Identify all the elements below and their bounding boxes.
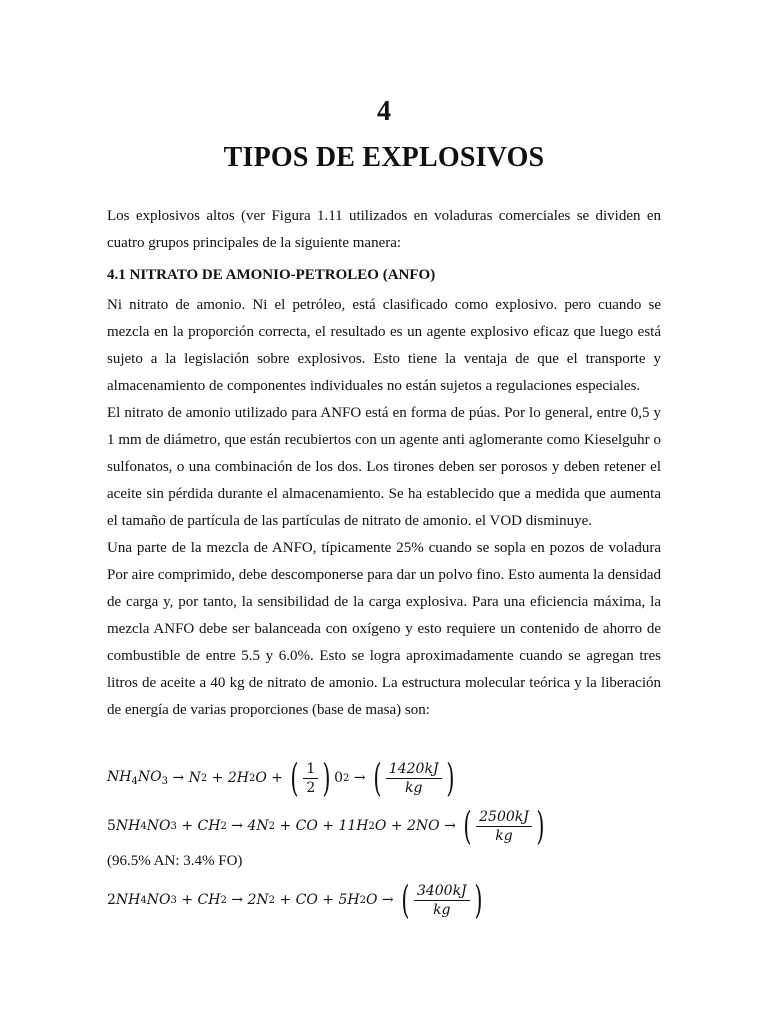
eq1-half-fraction: $\frac{1}{2}$ [303,760,318,797]
eq1-reactant: $NH_4NO_3$ [107,769,168,787]
arrow-icon: → [172,770,185,786]
arrow-icon: → [444,818,456,834]
arrow-icon: → [353,770,366,786]
equation-2: 5 NH 4 NO 3 + CH 2 → 4N 2 + CO + 11H 2 O + 2NO → ( $\frac{2500kJ}{kg}$ ) [107,804,545,848]
arrow-icon: → [231,892,243,908]
eq3-energy-fraction: $\frac{3400kJ}{kg}$ [414,882,470,919]
chapter-number: 4 [377,96,391,127]
eq2-energy-fraction: $\frac{2500kJ}{kg}$ [476,808,532,845]
arrow-icon: → [381,892,394,908]
section-heading: 4.1 NITRATO DE AMONIO-PETROLEO (ANFO) [107,267,436,283]
paragraph-1: Ni nitrato de amonio. Ni el petróleo, está clasificado como explosivo. pero cuando se mezcla en la proporción correcta, el resultado es un agente explosivo eficaz que luego está sujeto a la legislación sobre explosivos. Esto tiene la ventaja de que el transporte y almacenamiento de componentes individuales no están sujetos a regulaciones especiales. [107,297,661,394]
mixture-ratio: (96.5% AN: 3.4% FO) [107,853,243,869]
paragraph-3: Una parte de la mezcla de ANFO, típicamente 25% cuando se sopla en pozos de voladura Por aire comprimido, debe descomponerse para dar un polvo fino. Esto aumenta la densidad de carga y, por tanto, la sensibilidad de la carga explosiva. Para una eficiencia máxima, la mezcla ANFO debe ser balanceada con oxígeno y esto requiere un contenido de ahorro de combustible de entre 5.5 y 6.0%. Esto se logra aproximadamente cuando se agregan tres litros de aceite a 40 kg de nitrato de amonio. La estructura molecular teórica y la liberación de energía de varias proporciones (base de masa) son: [107,540,661,718]
chapter-title: TIPOS DE EXPLOSIVOS [223,142,545,173]
equation-1: $NH_4NO_3$ → N 2 + 2H 2 O + ( $\frac{1}{2}$ ) 0 2 → ( $\frac{1420kJ}{kg}$ ) [107,756,455,800]
equation-3: 2 NH 4 NO 3 + CH 2 → 2N 2 + CO + 5H 2 O → ( $\frac{3400kJ}{kg}$ ) [107,878,483,922]
intro-paragraph: Los explosivos altos (ver Figura 1.11 utilizados en voladuras comerciales se dividen en cuatro grupos principales de la siguiente manera: [107,208,661,251]
paragraph-2: El nitrato de amonio utilizado para ANFO está en forma de púas. Por lo general, entre 0,5 y 1 mm de diámetro, que están recubiertos con un agente anti aglomerante como Kieselguhr o sulfonatos, o una combinación de los dos. Los tirones deben ser porosos y deben retener el aceite sin pérdida durante el almacenamiento. Se ha establecido que a medida que aumenta el tamaño de partícula de las partículas de nitrato de amonio. el VOD disminuye. [107,405,661,529]
eq1-energy-fraction: $\frac{1420kJ}{kg}$ [386,760,442,797]
arrow-icon: → [231,818,243,834]
